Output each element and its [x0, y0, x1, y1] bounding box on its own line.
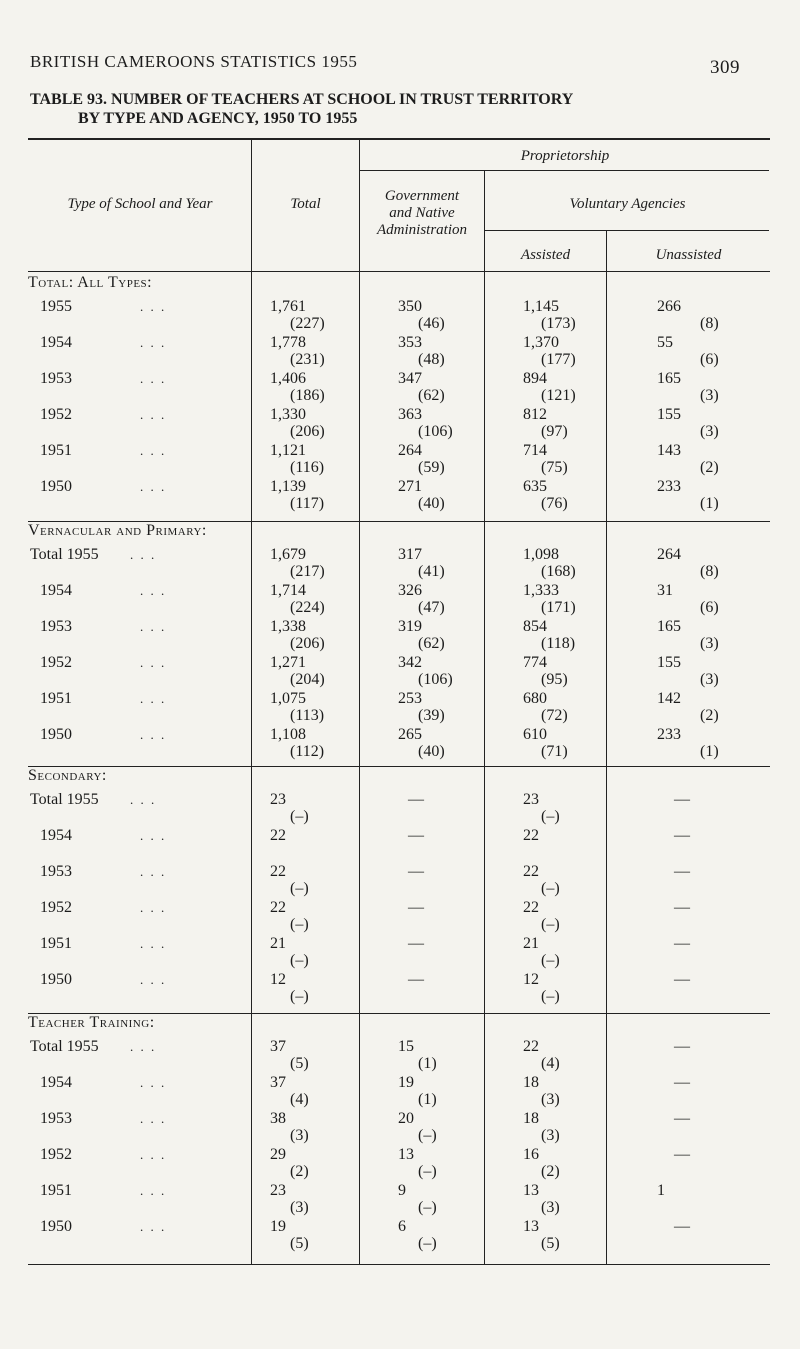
header-total: Total [290, 196, 321, 212]
gov-paren-value: (39) [418, 707, 445, 724]
leader-dots: . . . [140, 371, 167, 386]
leader-dots: . . . [140, 619, 167, 634]
row-year: 1951 [40, 1182, 72, 1199]
total-paren-value: (117) [290, 495, 325, 512]
row-label [30, 406, 250, 424]
total-value: 19 [270, 1218, 286, 1235]
total-paren-value: (2) [290, 1163, 309, 1180]
section-title: Teacher Training: [28, 1014, 155, 1031]
total-paren-value: (5) [290, 1235, 309, 1252]
una-value: 155 [657, 654, 681, 671]
leader-dots: . . . [140, 1111, 167, 1126]
row-year: Total 1955 [30, 1038, 99, 1055]
total-paren-value: (112) [290, 743, 325, 760]
table-title [30, 90, 770, 128]
gov-value: 9 [398, 1182, 406, 1199]
row-year: 1950 [40, 971, 72, 988]
gov-paren-value: (1) [418, 1091, 437, 1108]
gov-paren-value: (62) [418, 635, 445, 652]
gov-value: 271 [398, 478, 422, 495]
una-paren-value: (8) [700, 315, 719, 332]
header-type: Type of School and Year [67, 196, 213, 212]
gov-paren-value: (48) [418, 351, 445, 368]
leader-dots: . . . [130, 792, 157, 807]
ass-value: 812 [523, 406, 547, 423]
total-paren-value: (206) [290, 635, 325, 652]
gov-value: 19 [398, 1074, 414, 1091]
gov-value: 253 [398, 690, 422, 707]
leader-dots: . . . [140, 727, 167, 742]
una-value: 233 [657, 726, 681, 743]
una-dash: — [674, 1074, 690, 1091]
una-paren-value: (8) [700, 563, 719, 580]
gov-value: 13 [398, 1146, 414, 1163]
leader-dots: . . . [140, 864, 167, 879]
leader-dots: . . . [140, 479, 167, 494]
total-value: 1,121 [270, 442, 306, 459]
table-title-line-2: BY TYPE AND AGENCY, 1950 TO 1955 [78, 110, 358, 127]
una-paren-value: (1) [700, 743, 719, 760]
ass-paren-value: (2) [541, 1163, 560, 1180]
row-year: 1954 [40, 827, 72, 844]
total-paren-value: (–) [290, 988, 309, 1005]
total-value: 1,108 [270, 726, 306, 743]
una-value: 165 [657, 370, 681, 387]
ass-value: 894 [523, 370, 547, 387]
row-year: 1950 [40, 1218, 72, 1235]
ass-paren-value: (–) [541, 880, 560, 897]
ass-value: 1,145 [523, 298, 559, 315]
una-value: 264 [657, 546, 681, 563]
row-label [30, 1146, 250, 1164]
gov-value: 6 [398, 1218, 406, 1235]
row-label [30, 791, 250, 809]
total-value: 23 [270, 1182, 286, 1199]
row-year: 1951 [40, 690, 72, 707]
ass-paren-value: (97) [541, 423, 568, 440]
una-paren-value: (3) [700, 423, 719, 440]
row-year: 1952 [40, 899, 72, 916]
row-year: 1952 [40, 654, 72, 671]
row-label [30, 654, 250, 672]
ass-value: 22 [523, 863, 539, 880]
ass-value: 23 [523, 791, 539, 808]
row-label [30, 546, 250, 564]
total-paren-value: (–) [290, 916, 309, 933]
una-paren-value: (6) [700, 599, 719, 616]
una-paren-value: (3) [700, 387, 719, 404]
gov-paren-value: (1) [418, 1055, 437, 1072]
gov-value: 317 [398, 546, 422, 563]
section-title: Vernacular and Primary: [28, 522, 207, 539]
ass-value: 22 [523, 827, 539, 844]
leader-dots: . . . [140, 936, 167, 951]
row-label [30, 935, 250, 953]
gov-paren-value: (59) [418, 459, 445, 476]
gov-value: 342 [398, 654, 422, 671]
row-label [30, 1038, 250, 1056]
proprietorship-rule [359, 170, 769, 171]
gov-value: 264 [398, 442, 422, 459]
ass-paren-value: (171) [541, 599, 576, 616]
ass-value: 22 [523, 899, 539, 916]
gov-dash: — [408, 971, 424, 988]
section-rule-2 [28, 766, 770, 767]
ass-paren-value: (–) [541, 808, 560, 825]
una-paren-value: (3) [700, 671, 719, 688]
bottom-rule [28, 1264, 770, 1265]
una-dash: — [674, 1038, 690, 1055]
ass-value: 21 [523, 935, 539, 952]
row-year: 1951 [40, 442, 72, 459]
total-value: 12 [270, 971, 286, 988]
ass-paren-value: (177) [541, 351, 576, 368]
una-value: 31 [657, 582, 673, 599]
row-year: 1950 [40, 726, 72, 743]
total-value: 1,778 [270, 334, 306, 351]
una-dash: — [674, 1110, 690, 1127]
gov-paren-value: (41) [418, 563, 445, 580]
leader-dots: . . . [140, 828, 167, 843]
total-value: 1,075 [270, 690, 306, 707]
ass-value: 1,333 [523, 582, 559, 599]
ass-value: 1,098 [523, 546, 559, 563]
ass-value: 18 [523, 1110, 539, 1127]
total-paren-value: (–) [290, 880, 309, 897]
ass-value: 854 [523, 618, 547, 635]
total-value: 1,271 [270, 654, 306, 671]
ass-paren-value: (71) [541, 743, 568, 760]
una-paren-value: (1) [700, 495, 719, 512]
row-label [30, 582, 250, 600]
row-year: 1953 [40, 370, 72, 387]
una-paren-value: (3) [700, 635, 719, 652]
row-label [30, 690, 250, 708]
total-paren-value: (224) [290, 599, 325, 616]
gov-value: 347 [398, 370, 422, 387]
ass-value: 12 [523, 971, 539, 988]
row-year: 1953 [40, 1110, 72, 1127]
total-paren-value: (5) [290, 1055, 309, 1072]
col-divider-assisted [606, 230, 607, 1264]
total-paren-value: (186) [290, 387, 325, 404]
una-value: 165 [657, 618, 681, 635]
gov-paren-value: (46) [418, 315, 445, 332]
ass-value: 635 [523, 478, 547, 495]
total-paren-value: (113) [290, 707, 325, 724]
ass-paren-value: (5) [541, 1235, 560, 1252]
gov-value: 319 [398, 618, 422, 635]
gov-dash: — [408, 899, 424, 916]
row-year: 1951 [40, 935, 72, 952]
total-value: 22 [270, 863, 286, 880]
ass-paren-value: (95) [541, 671, 568, 688]
gov-value: 20 [398, 1110, 414, 1127]
total-value: 1,761 [270, 298, 306, 315]
una-value: 266 [657, 298, 681, 315]
total-value: 22 [270, 899, 286, 916]
header-unassisted: Unassisted [655, 247, 722, 263]
ass-paren-value: (168) [541, 563, 576, 580]
ass-paren-value: (75) [541, 459, 568, 476]
running-head [30, 52, 740, 78]
gov-paren-value: (47) [418, 599, 445, 616]
gov-dash: — [408, 791, 424, 808]
gov-paren-value: (–) [418, 1163, 437, 1180]
total-value: 37 [270, 1074, 286, 1091]
row-label [30, 726, 250, 744]
leader-dots: . . . [140, 407, 167, 422]
row-year: 1953 [40, 618, 72, 635]
una-value: 233 [657, 478, 681, 495]
leader-dots: . . . [140, 655, 167, 670]
gov-value: 363 [398, 406, 422, 423]
row-label [30, 863, 250, 881]
leader-dots: . . . [140, 900, 167, 915]
header-proprietorship: Proprietorship [520, 148, 610, 164]
leader-dots: . . . [130, 547, 157, 562]
gov-value: 353 [398, 334, 422, 351]
ass-paren-value: (–) [541, 952, 560, 969]
una-dash: — [674, 935, 690, 952]
top-rule [28, 138, 770, 140]
ass-paren-value: (3) [541, 1199, 560, 1216]
row-label [30, 478, 250, 496]
row-year: 1954 [40, 582, 72, 599]
row-year: 1950 [40, 478, 72, 495]
section-title: Total: All Types: [28, 274, 153, 291]
ass-paren-value: (–) [541, 916, 560, 933]
total-value: 1,330 [270, 406, 306, 423]
una-dash: — [674, 899, 690, 916]
leader-dots: . . . [140, 1183, 167, 1198]
una-value: 143 [657, 442, 681, 459]
ass-paren-value: (72) [541, 707, 568, 724]
ass-value: 774 [523, 654, 547, 671]
gov-value: 350 [398, 298, 422, 315]
page-number: 309 [710, 57, 740, 78]
ass-paren-value: (118) [541, 635, 576, 652]
total-paren-value: (227) [290, 315, 325, 332]
total-value: 1,679 [270, 546, 306, 563]
total-paren-value: (–) [290, 952, 309, 969]
row-label [30, 827, 250, 845]
ass-value: 13 [523, 1182, 539, 1199]
row-year: 1953 [40, 863, 72, 880]
row-label [30, 1110, 250, 1128]
gov-dash: — [408, 827, 424, 844]
row-year: 1952 [40, 406, 72, 423]
ass-paren-value: (121) [541, 387, 576, 404]
row-label [30, 899, 250, 917]
leader-dots: . . . [140, 299, 167, 314]
row-year: 1954 [40, 1074, 72, 1091]
gov-value: 15 [398, 1038, 414, 1055]
ass-value: 610 [523, 726, 547, 743]
row-label [30, 971, 250, 989]
total-paren-value: (–) [290, 808, 309, 825]
col-divider-total [359, 140, 360, 1264]
total-value: 21 [270, 935, 286, 952]
total-value: 29 [270, 1146, 286, 1163]
gov-dash: — [408, 863, 424, 880]
table-title-line-1: TABLE 93. NUMBER OF TEACHERS AT SCHOOL IN TRUST TERRITORY [30, 91, 574, 108]
ass-value: 1,370 [523, 334, 559, 351]
gov-paren-value: (–) [418, 1127, 437, 1144]
gov-paren-value: (106) [418, 423, 453, 440]
una-dash: — [674, 1218, 690, 1235]
row-label [30, 618, 250, 636]
gov-paren-value: (106) [418, 671, 453, 688]
gov-paren-value: (–) [418, 1235, 437, 1252]
leader-dots: . . . [140, 443, 167, 458]
gov-value: 265 [398, 726, 422, 743]
total-paren-value: (204) [290, 671, 325, 688]
gov-paren-value: (62) [418, 387, 445, 404]
gov-paren-value: (–) [418, 1199, 437, 1216]
una-dash: — [674, 1146, 690, 1163]
una-dash: — [674, 863, 690, 880]
col-divider-gov [484, 170, 485, 1264]
header-bottom-rule [28, 271, 770, 272]
total-value: 1,714 [270, 582, 306, 599]
total-value: 1,406 [270, 370, 306, 387]
leader-dots: . . . [140, 335, 167, 350]
leader-dots: . . . [140, 1075, 167, 1090]
header-government: Government and Native Administration [376, 188, 467, 238]
agencies-rule [484, 230, 769, 231]
ass-paren-value: (3) [541, 1091, 560, 1108]
una-dash: — [674, 971, 690, 988]
leader-dots: . . . [140, 691, 167, 706]
total-value: 1,139 [270, 478, 306, 495]
total-value: 23 [270, 791, 286, 808]
ass-value: 680 [523, 690, 547, 707]
total-value: 37 [270, 1038, 286, 1055]
gov-paren-value: (40) [418, 743, 445, 760]
header-assisted: Assisted [520, 247, 571, 263]
row-label [30, 334, 250, 352]
una-value: 142 [657, 690, 681, 707]
row-year: 1952 [40, 1146, 72, 1163]
ass-value: 16 [523, 1146, 539, 1163]
ass-value: 22 [523, 1038, 539, 1055]
una-dash: — [674, 827, 690, 844]
total-paren-value: (4) [290, 1091, 309, 1108]
row-year: Total 1955 [30, 791, 99, 808]
gov-paren-value: (40) [418, 495, 445, 512]
total-value: 1,338 [270, 618, 306, 635]
row-label [30, 442, 250, 460]
row-year: 1955 [40, 298, 72, 315]
row-label [30, 298, 250, 316]
row-label [30, 370, 250, 388]
leader-dots: . . . [140, 1219, 167, 1234]
leader-dots: . . . [140, 1147, 167, 1162]
total-paren-value: (206) [290, 423, 325, 440]
header-voluntary: Voluntary Agencies [569, 196, 686, 212]
running-head-text: BRITISH CAMEROONS STATISTICS 1955 [30, 52, 358, 71]
total-paren-value: (217) [290, 563, 325, 580]
gov-value: 326 [398, 582, 422, 599]
row-year: 1954 [40, 334, 72, 351]
row-label [30, 1218, 250, 1236]
total-value: 22 [270, 827, 286, 844]
una-value: 55 [657, 334, 673, 351]
col-divider-type [251, 140, 252, 1264]
total-paren-value: (116) [290, 459, 325, 476]
total-paren-value: (3) [290, 1127, 309, 1144]
ass-paren-value: (4) [541, 1055, 560, 1072]
ass-paren-value: (–) [541, 988, 560, 1005]
ass-value: 714 [523, 442, 547, 459]
ass-paren-value: (76) [541, 495, 568, 512]
ass-value: 13 [523, 1218, 539, 1235]
una-dash: — [674, 791, 690, 808]
ass-paren-value: (3) [541, 1127, 560, 1144]
una-paren-value: (2) [700, 459, 719, 476]
total-paren-value: (231) [290, 351, 325, 368]
row-label [30, 1074, 250, 1092]
ass-value: 18 [523, 1074, 539, 1091]
row-label [30, 1182, 250, 1200]
total-paren-value: (3) [290, 1199, 309, 1216]
una-paren-value: (2) [700, 707, 719, 724]
gov-dash: — [408, 935, 424, 952]
total-value: 38 [270, 1110, 286, 1127]
leader-dots: . . . [130, 1039, 157, 1054]
una-paren-value: (6) [700, 351, 719, 368]
una-value: 155 [657, 406, 681, 423]
leader-dots: . . . [140, 583, 167, 598]
section-title: Secondary: [28, 767, 107, 784]
row-year: Total 1955 [30, 546, 99, 563]
ass-paren-value: (173) [541, 315, 576, 332]
leader-dots: . . . [140, 972, 167, 987]
una-value: 1 [657, 1182, 665, 1199]
